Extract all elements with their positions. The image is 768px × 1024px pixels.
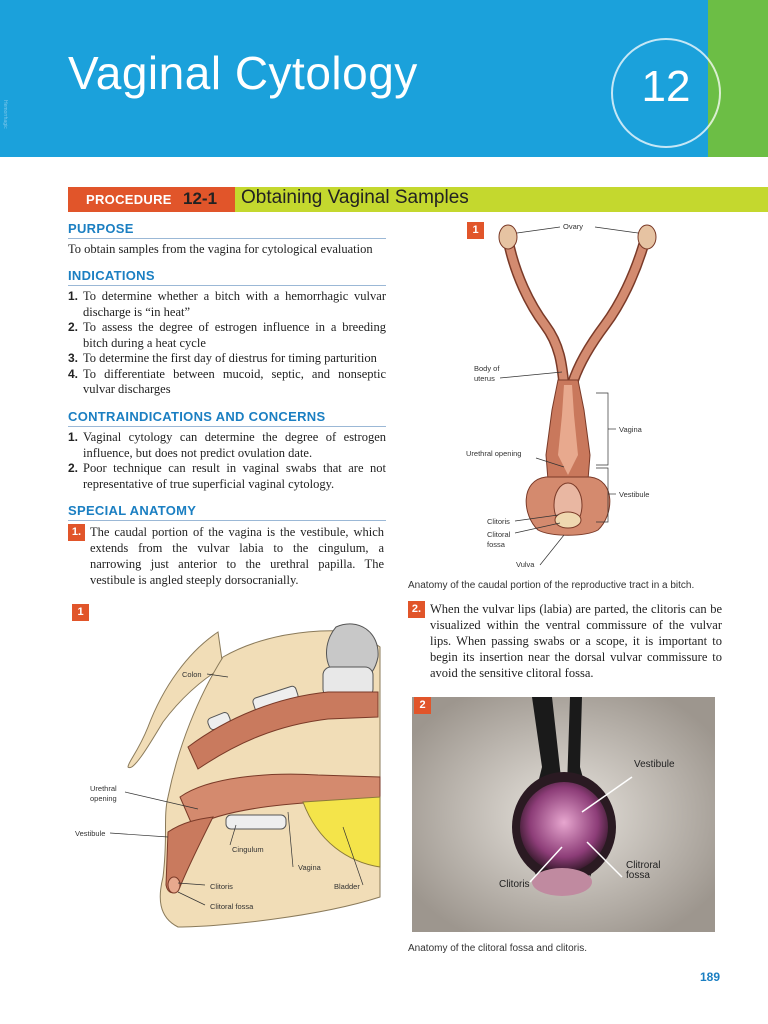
side-text: Hemorrhagic xyxy=(2,100,8,129)
list-item: 2. Poor technique can result in vaginal swabs that are not representative of true superficial vaginal cytology. xyxy=(68,461,386,491)
procedure-title: Obtaining Vaginal Samples xyxy=(241,187,469,208)
label-vestibule-2: Vestibule xyxy=(75,829,106,838)
label-colon: Colon xyxy=(182,670,202,679)
figure-1-caption: Anatomy of the caudal portion of the reproductive tract in a bitch. xyxy=(408,580,695,591)
photo-label-vestibule: Vestibule xyxy=(634,759,675,770)
label-vagina: Vagina xyxy=(619,425,642,434)
label-clitoris: Clitoris xyxy=(487,517,510,526)
contraindications-heading: CONTRAINDICATIONS AND CONCERNS xyxy=(68,409,386,427)
procedure-label: PROCEDURE xyxy=(86,192,172,207)
label-urethral-opening: Urethral opening xyxy=(466,449,522,458)
figure-3-caption: Anatomy of the clitoral fossa and clitoris. xyxy=(408,943,587,954)
label-vestibule: Vestibule xyxy=(619,490,650,499)
label-urethral-opening-2: opening xyxy=(90,794,117,803)
contraindications-list xyxy=(68,430,386,492)
list-item: 4. To differentiate between mucoid, septic, and nonseptic vulvar discharges xyxy=(68,366,386,396)
photo-label-clitoris: Clitoris xyxy=(499,879,530,890)
figure-2-badge: 1 xyxy=(72,604,89,621)
label-bladder: Bladder xyxy=(334,882,360,891)
step-2-text: When the vulvar lips (labia) are parted, the clitoris can be visualized within the ventral commissure of the vulvar lips. When passing swabs or a scope, it is important to begin its insertion near the dorsal vulvar commissure to avoid the sensitive clitoral fossa. xyxy=(430,602,722,680)
chapter-title: Vaginal Cytology xyxy=(68,47,418,99)
step-1-text: The caudal portion of the vagina is the vestibule, which extends from the vulvar labia to the cingulum, a narrowing just anterior to the urethral papilla. The vestibule is angled steeply dorsocranially. xyxy=(90,525,384,587)
step-2-badge: 2. xyxy=(408,601,425,618)
purpose-text: To obtain samples from the vagina for cytological evaluation xyxy=(68,242,373,256)
special-anatomy-heading: SPECIAL ANATOMY xyxy=(68,503,386,521)
list-item: 3. To determine the first day of diestrus for timing parturition xyxy=(68,351,377,365)
figure-3-badge: 2 xyxy=(414,697,431,714)
indications-list xyxy=(68,289,386,398)
indications-heading: INDICATIONS xyxy=(68,268,386,286)
label-clitoral-fossa-3: Clitoral fossa xyxy=(210,902,254,911)
photo-label-clitoral-fossa-1: Clitroral xyxy=(626,860,661,871)
purpose-heading: PURPOSE xyxy=(68,221,386,239)
label-urethral-opening-1: Urethral xyxy=(90,784,117,793)
clitoral-fossa-photo xyxy=(412,697,715,932)
label-clitoral-fossa-2: fossa xyxy=(487,540,505,549)
procedure-number: 12-1 xyxy=(183,189,218,208)
label-clitoris-2: Clitoris xyxy=(210,882,233,891)
list-item: 1. To determine whether a bitch with a hemorrhagic vulvar discharge is “in heat” xyxy=(68,289,386,319)
figure-1-badge: 1 xyxy=(467,222,484,239)
label-vagina-2: Vagina xyxy=(298,863,321,872)
step-1-badge: 1. xyxy=(68,524,85,541)
label-ovary: Ovary xyxy=(563,222,584,231)
list-item: 2. To assess the degree of estrogen influence in a breeding bitch during a heat cycle xyxy=(68,320,386,350)
label-cingulum: Cingulum xyxy=(232,845,264,854)
label-body-of-uterus-1: Body of xyxy=(474,364,500,373)
photo-label-clitoral-fossa-2: fossa xyxy=(626,870,650,881)
chapter-number: 12 xyxy=(641,62,691,111)
label-clitoral-fossa-1: Clitoral xyxy=(487,530,511,539)
label-body-of-uterus-2: uterus xyxy=(474,374,495,383)
label-vulva: Vulva xyxy=(516,560,535,569)
list-item: 1. Vaginal cytology can determine the degree of estrogen influence, but does not predict ovulation date. xyxy=(68,430,386,460)
page-number: 189 xyxy=(700,970,721,984)
